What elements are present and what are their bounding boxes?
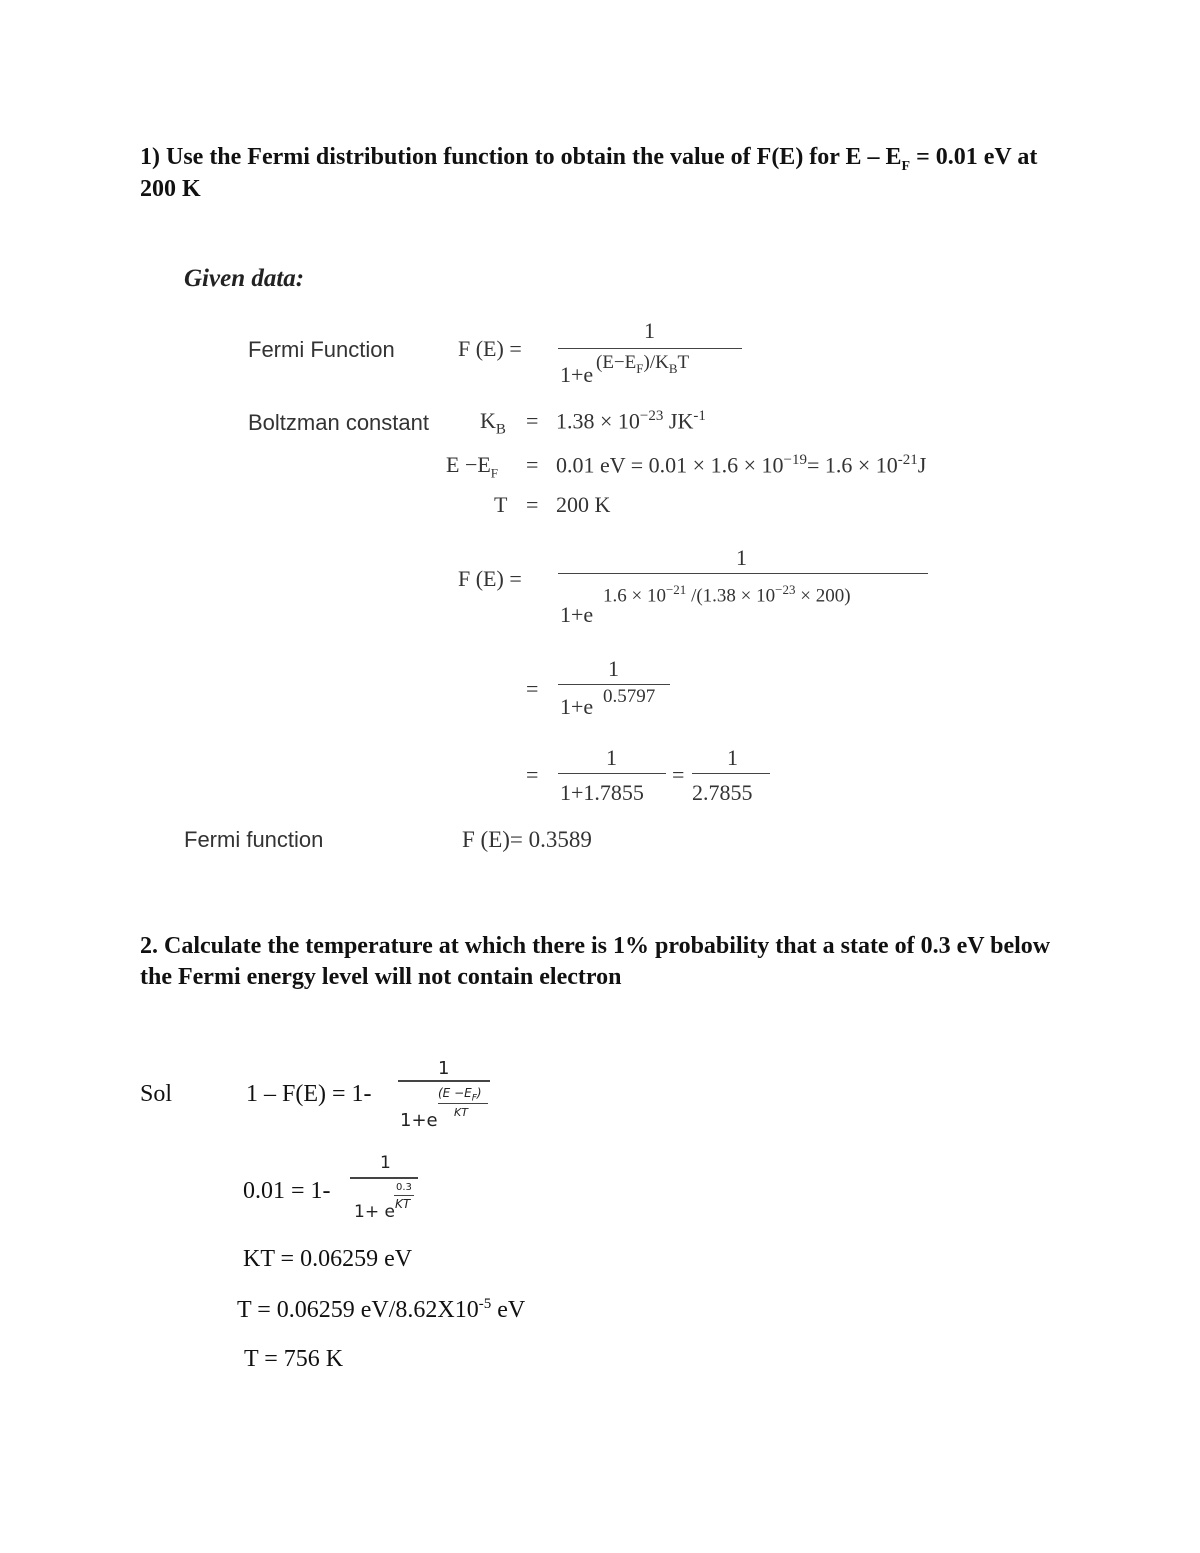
boltzmann-label: Boltzman constant (248, 410, 429, 435)
calc-step-3-fraction-bar-2 (692, 773, 770, 774)
calc-step-3-equals-2: = (672, 762, 685, 787)
fe-definition-numerator: 1 (644, 318, 655, 343)
temperature-equals: = (526, 492, 539, 517)
kb-unit-exponent: -1 (693, 408, 706, 424)
calc-step-2-equals: = (526, 676, 539, 701)
t-calc-exponent: -5 (478, 1296, 492, 1312)
t-calc-unit: eV (491, 1297, 526, 1323)
solution-eq-2-exp-numerator: 0.3 (396, 1182, 412, 1193)
result-value: F (E)= 0.3589 (462, 827, 592, 852)
energy-diff-subscript: F (490, 465, 499, 481)
temperature-lhs: T (494, 492, 508, 517)
result-label: Fermi function (184, 827, 324, 852)
fe-exp-sub-f: F (636, 360, 644, 376)
calc-step-2-fraction-bar (558, 684, 670, 685)
energy-diff-equals: = (526, 452, 539, 477)
solution-eq-1-exp-denominator: KT (454, 1106, 468, 1119)
calc-step-3-equals: = (526, 762, 539, 787)
calc-exp-a-sup: −21 (665, 582, 687, 597)
energy-diff-value-1: 0.01 eV = 0.01 × 1.6 × 10 (556, 452, 784, 478)
calc-step-3-fraction-bar (558, 773, 666, 774)
kb-unit: JK (663, 408, 694, 434)
solution-eq-2-denominator: 1+ e (354, 1202, 395, 1222)
solution-eq-2-exp-denominator: KT (395, 1197, 411, 1211)
calc-step-1-denominator: 1+e (560, 602, 594, 627)
fe-den-base: 1+e (560, 362, 594, 387)
fe-exp-c: T (677, 352, 690, 373)
solution-eq-2-lhs: 0.01 = 1- (243, 1178, 331, 1204)
solution-eq-2-numerator: 1 (380, 1153, 391, 1173)
question-1-text-end: = 0.01 eV at (910, 144, 1038, 170)
calc-exp-a: 1.6 × 10 (603, 585, 666, 607)
question-1-line-2: 200 K (140, 176, 201, 202)
solution-eq-1-lhs: 1 – F(E) = 1- (246, 1081, 372, 1107)
fermi-function-label: Fermi Function (248, 337, 395, 362)
kb-mantissa: 1.38 × 10 (556, 408, 640, 434)
fe-exp-a: (E−E (596, 352, 637, 373)
solution-t-calc (237, 1296, 525, 1324)
calc-step-2-denominator: 1+e (560, 694, 594, 719)
energy-diff-value (556, 452, 926, 478)
question-1-line-1 (140, 142, 1037, 182)
solution-eq-1-fraction-bar (398, 1080, 490, 1082)
fe-definition-exponent (596, 352, 689, 377)
kb-equals: = (526, 408, 539, 433)
calc-step-2-numerator: 1 (608, 656, 619, 681)
solution-eq-2-exp-bar (394, 1195, 414, 1196)
kb-subscript: B (495, 421, 506, 438)
temperature-value: 200 K (556, 492, 611, 517)
calc-step-3-denominator-2: 2.7855 (692, 780, 753, 805)
question-1-text: 1) Use the Fermi distribution function to obtain the value of F(E) for E – E (140, 144, 902, 170)
calc-step-3-numerator-2: 1 (727, 745, 738, 770)
solution-kt: KT = 0.06259 eV (243, 1246, 413, 1272)
sol-exp-a: (E −E (438, 1086, 472, 1100)
fe-definition-lhs: F (E) = (458, 336, 522, 361)
energy-diff-lhs (446, 452, 498, 481)
fe-definition-denominator (560, 362, 593, 388)
solution-eq-1-numerator: 1 (438, 1058, 450, 1079)
fe-definition-fraction-bar (558, 348, 742, 349)
kb-lhs (480, 408, 506, 438)
calc-step-3-denominator: 1+1.7855 (560, 780, 644, 805)
given-data-heading: Given data: (184, 265, 305, 292)
calc-step-3-numerator: 1 (606, 745, 617, 770)
fermi-subscript: F (901, 158, 911, 174)
calc-step-2-exponent: 0.5797 (603, 686, 656, 707)
calc-step-1-exponent (603, 582, 851, 607)
solution-eq-2-fraction-bar (350, 1177, 418, 1179)
calc-fe-lhs: F (E) = (458, 566, 522, 591)
calc-step-1-numerator: 1 (736, 545, 747, 570)
sol-exp-sub: F (471, 1093, 477, 1104)
t-calc-main: T = 0.06259 eV/8.62X10 (237, 1297, 479, 1323)
calc-exp-b: /(1.38 × 10 (686, 585, 776, 607)
fe-exp-b: )/K (643, 352, 669, 373)
fe-exp-sub-b: B (668, 360, 678, 376)
solution-eq-1-exp-bar (438, 1103, 488, 1104)
energy-diff-value-2: = 1.6 × 10 (806, 452, 898, 478)
calc-exp-b-sup: −23 (775, 582, 796, 597)
energy-diff-unit: J (917, 452, 927, 478)
energy-diff-exp-2: -21 (897, 452, 918, 468)
solution-eq-1-denominator: 1+e (400, 1110, 438, 1131)
solution-t-result: T = 756 K (244, 1346, 344, 1372)
solution-eq-1-exp-numerator (438, 1086, 482, 1103)
energy-diff-exp-1: −19 (783, 452, 807, 468)
kb-value (556, 408, 706, 434)
energy-diff-symbol: E −E (446, 452, 491, 477)
solution-label: Sol (140, 1081, 173, 1107)
kb-exponent: −23 (639, 408, 664, 424)
question-2-line-1: 2. Calculate the temperature at which there is 1% probability that a state of 0.3 eV below (140, 933, 1051, 959)
kb-symbol: K (480, 408, 496, 433)
question-2-line-2: the Fermi energy level will not contain electron (140, 964, 622, 990)
sol-exp-end: ) (476, 1086, 482, 1100)
calc-step-1-fraction-bar (558, 573, 928, 574)
calc-exp-c: × 200) (795, 585, 851, 607)
